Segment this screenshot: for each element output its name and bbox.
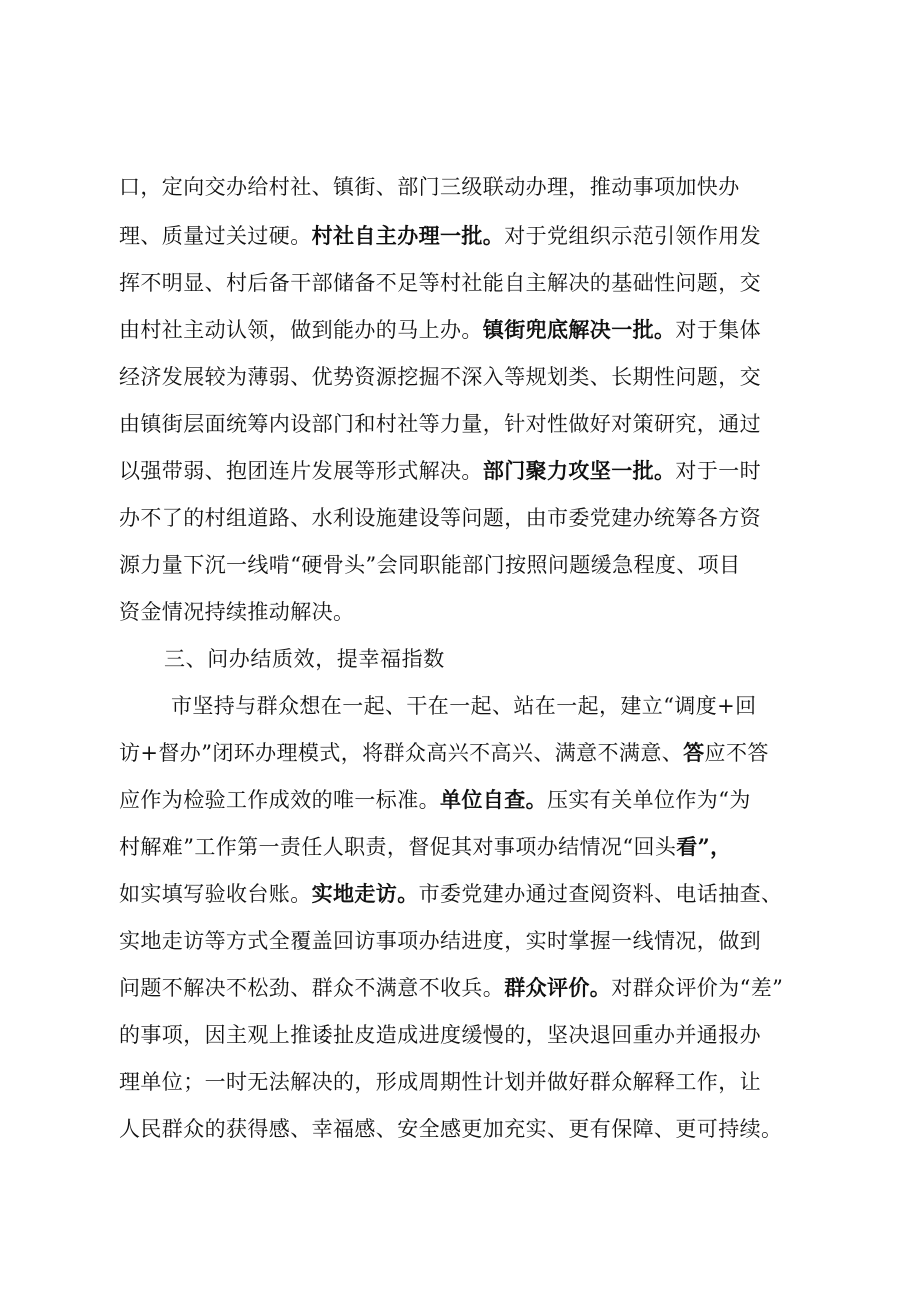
- paragraph-line: 访+督办”闭环办理模式，将群众高兴不高兴、满意不满意、答应不答: [119, 740, 769, 765]
- paragraph-line: 的事项，因主观上推诿扯皮造成进度缓慢的，坚决退回重办并通报办: [119, 1023, 761, 1047]
- paragraph-line: 由村社主动认领，做到能办的马上办。镇街兜底解决一批。对于集体: [119, 317, 762, 342]
- bold-phrase: 村社自主办理一批。: [311, 223, 505, 248]
- section-heading: 三、问办结质效，提幸福指数: [164, 647, 445, 671]
- paragraph-line: 源力量下沉一线啃“硬骨头”会同职能部门按照问题缓急程度、项目: [119, 553, 741, 577]
- bold-phrase: 单位自查。: [440, 787, 547, 812]
- bold-phrase: 部门聚力攻坚一批。: [482, 458, 676, 483]
- paragraph-line: 人民群众的获得感、幸福感、安全感更加充实、更有保障、更可持续。: [119, 1117, 783, 1141]
- paragraph-line: 市坚持与群众想在一起、干在一起、站在一起，建立“调度+回: [171, 694, 757, 718]
- paragraph-line: 如实填写验收台账。实地走访。市委党建办通过查阅资料、电话抽查、: [119, 881, 783, 906]
- paragraph-line: 实地走访等方式全覆盖回访事项办结进度，实时掌握一线情况，做到: [119, 929, 761, 953]
- bold-phrase: 看”，: [676, 834, 732, 859]
- paragraph-line: 办不了的村组道路、水利设施建设等问题，由市委党建办统筹各方资: [119, 506, 761, 530]
- bold-phrase: 镇街兜底解决一批。: [482, 317, 676, 342]
- paragraph-line: 问题不解决不松劲、群众不满意不收兵。群众评价。对群众评价为“差”: [119, 975, 784, 1000]
- paragraph-line: 理、质量过关过硬。村社自主办理一批。对于党组织示范引领作用发: [119, 223, 762, 248]
- bold-phrase: 群众评价。: [504, 975, 612, 1000]
- paragraph-line: 资金情况持续推动解决。: [119, 600, 355, 624]
- paragraph-line: 应作为检验工作成效的唯一标准。单位自查。压实有关单位作为“为: [119, 787, 751, 812]
- paragraph-line: 村解难”工作第一责任人职责，督促其对事项办结情况“回头看”，: [119, 834, 732, 859]
- paragraph-line: 经济发展较为薄弱、优势资源挖掘不深入等规划类、长期性问题，交: [119, 365, 761, 389]
- paragraph-line: 以强带弱、抱团连片发展等形式解决。部门聚力攻坚一批。对于一时: [119, 458, 762, 483]
- paragraph-line: 由镇街层面统筹内设部门和村社等力量，针对性做好对策研究，通过: [119, 412, 761, 436]
- bold-phrase: 实地走访。: [311, 881, 419, 906]
- paragraph-line: 理单位；一时无法解决的，形成周期性计划并做好群众解释工作，让: [119, 1070, 761, 1094]
- paragraph-line: 挥不明显、村后备干部储备不足等村社能自主解决的基础性问题，交: [119, 271, 761, 295]
- paragraph-line: 口，定向交办给村社、镇街、部门三级联动办理，推动事项加快办: [119, 175, 740, 199]
- bold-phrase: 答: [683, 740, 705, 765]
